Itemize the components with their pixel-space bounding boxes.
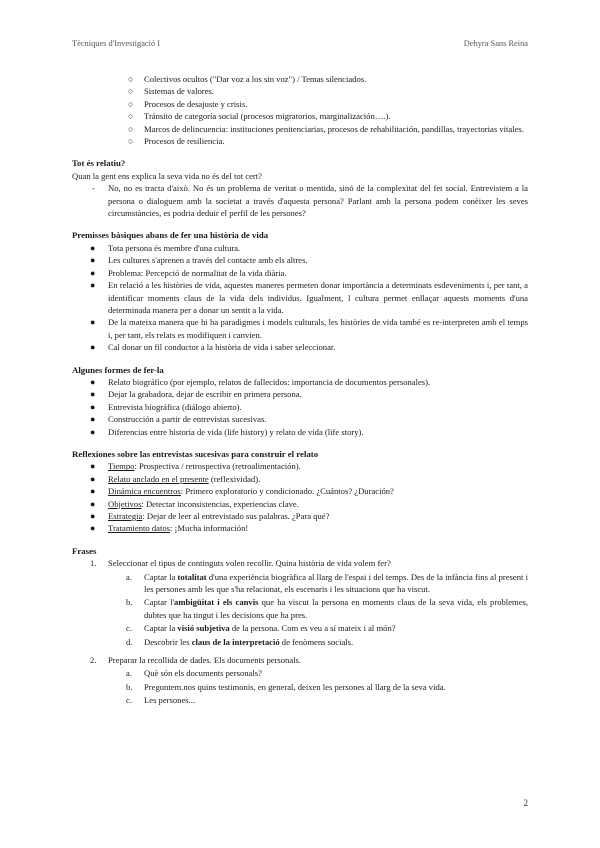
list-letter: d. (126, 636, 133, 647)
list-item: 2. Preparar la recollida de dades. Els documents personals. (90, 655, 302, 666)
bullet-icon: ● (90, 498, 96, 509)
intro-topic-list (72, 73, 528, 147)
bullet-icon: ● (90, 401, 96, 412)
circle-bullet-icon: ○ (128, 136, 134, 147)
list-item: ● Les cultures s'aprenen a través del contacte amb els altres. (90, 255, 308, 266)
page-content (72, 73, 528, 707)
list-item: ○ Sistemas de valores. (128, 86, 214, 97)
list-number: 2. (90, 655, 97, 666)
bullet-icon: ● (90, 473, 96, 484)
list-number: 1. (90, 558, 97, 569)
list-item: 1. Seleccionar el tipus de continguts volen recollir. Quina història de vida volem fer? (90, 558, 391, 569)
bullet-icon: ● (90, 342, 96, 353)
list-item: ○ Procesos de desajuste y crisis. (128, 98, 248, 109)
header-course-title: Tècniques d'Investigació I (72, 39, 161, 48)
bullet-icon: ● (90, 511, 96, 521)
bullet-icon: ● (90, 523, 96, 534)
dash-bullet-icon: - (92, 183, 95, 194)
list-item: c. Captar la visió subjetiva de la persona. Com es veu a sí mateix i al món? (126, 623, 396, 634)
list-item: ● Entrevista biográfica (diálogo abierto). (90, 401, 242, 412)
bullet-icon: ● (90, 317, 96, 328)
page-header (72, 38, 528, 50)
list-item: - No, no es tracta d'això. No és un problema de veritat o mentida, sinó de la complexitat del fet social. Entrevistem a la persona o dialoguem amb la societat a través d'aquesta persona? Parlant amb la persona podem conèixer les seves circumstàncies, es podria deduir el perfil de les persones? (92, 183, 528, 219)
list-letter: b. (126, 597, 133, 608)
list-letter: b. (126, 681, 133, 692)
list-item: ● Dinámica encuentros: Primero exploratorio y condicionado. ¿Cuántos? ¿Duración? (90, 486, 394, 497)
section-question: Quan la gent ens explica la seva vida no és del tot cert? (72, 170, 262, 181)
list-letter: a. (126, 571, 132, 582)
list-item: ○ Tránsito de categoría social (procesos migratorios, marginalización….). (128, 111, 391, 122)
list-item: ● Diferencias entre historia de vida (life history) y relato de vida (life story). (90, 426, 364, 437)
section-heading-relative: Tot és relatiu? (72, 158, 126, 169)
list-item: a. Què són els documents personals? (126, 668, 262, 679)
reflections-list (72, 460, 528, 534)
circle-bullet-icon: ○ (128, 98, 134, 109)
list-item: ● Estrategia: Dejar de leer al entrevistado sus palabras. ¿Para qué? (90, 511, 330, 521)
list-item: ○ Marcos de delincuencia: instituciones penitenciarias, procesos de rehabilitación, pandillas, trayectorias vitales. (128, 123, 524, 134)
list-item: ● Construcción a partir de entrevistas sucesivas. (90, 414, 267, 425)
section-heading-phrases: Frases (72, 545, 97, 556)
list-item: ● Tiempo: Prospectiva / retrospectiva (retroalimentación). (90, 461, 301, 472)
section-heading-reflections: Reflexiones sobre las entrevistas sucesivas para construir el relato (72, 448, 319, 459)
list-letter: a. (126, 668, 132, 679)
list-item: ● Relato biográfico (por ejemplo, relatos de fallecidos: importancia de documentos personales). (90, 376, 431, 387)
list-item: b. Preguntem.nos quins testimonis, en general, deixen les persones al llarg de la seva vida. (126, 681, 446, 692)
circle-bullet-icon: ○ (128, 86, 134, 97)
phrases-sublist-2 (72, 667, 528, 706)
bullet-icon: ● (90, 267, 96, 278)
section-heading-premises: Premisses bàsiques abans de fer una història de vida (72, 230, 269, 241)
list-item: ● Dejar la grabadora, dejar de escribir en primera persona. (90, 389, 302, 400)
list-item: b. Captar l'ambigüitat i els canvis que ha viscut la persona en moments claus de la seva vida, els problemes, dubtes que ha tingut i les decisions que ha pres. (126, 597, 529, 620)
bullet-icon: ● (90, 389, 96, 400)
bullet-icon: ● (90, 486, 96, 497)
circle-bullet-icon: ○ (128, 111, 134, 122)
forms-list (72, 376, 528, 438)
list-item: ● En relació a les històries de vida, aquestes maneres permeten donar importància a determinats esdeveniments i, per tant, a identificar moments claus de la vida dels individus. Igualment, l cultura permet enllaçar aquests moments d'una determinada manera per a donar un sentit a la vida. (90, 280, 528, 315)
list-item: ● Problema: Percepció de normalitat de la vida diària. (90, 267, 287, 278)
list-item: ● Relato anclado en el presente (reflexividad). (90, 473, 261, 484)
premises-list (72, 242, 528, 354)
bullet-icon: ● (90, 376, 96, 387)
answer-list (72, 182, 528, 219)
phrases-list-2 (72, 654, 528, 666)
circle-bullet-icon: ○ (128, 74, 134, 84)
phrases-sublist-1 (72, 571, 528, 648)
list-item: ● Objetivos: Detectar inconsistencias, experiencias clave. (90, 498, 299, 509)
list-item: ○ Procesos de resiliencia. (128, 136, 225, 147)
list-item: ● Cal donar un fil conductor a la història de vida i saber seleccionar. (90, 342, 336, 353)
list-item: ● De la mateixa manera que hi ha paradigmes i models culturals, les històries de vida també es re-interpreten amb el temps i, per tant, els relats es modifiquen i canvien. (90, 317, 528, 340)
phrases-list (72, 557, 528, 569)
bullet-icon: ● (90, 426, 96, 437)
list-item: ● Tota persona és membre d'una cultura. (90, 242, 241, 253)
header-author: Dehyra Sans Reina (463, 39, 528, 48)
list-item: ● Tratamiento datos: ¡Mucha información! (90, 523, 249, 534)
list-item: a. Captar la totalitat d'una experiència biogràfica al llarg de l'espai i del temps. Des de la infància fins al present i les persones amb les que s'ha relacionat, els escenaris i les situacions que ha viscut. (126, 571, 528, 595)
bullet-icon: ● (90, 255, 96, 266)
bullet-icon: ● (90, 414, 96, 425)
list-letter: c. (126, 623, 132, 634)
section-heading-forms: Algunes formes de fer-la (72, 364, 164, 375)
bullet-icon: ● (90, 280, 96, 291)
list-item: ○ Colectivos ocultos ("Dar voz a los sin voz") / Temas silenciados. (128, 74, 367, 84)
circle-bullet-icon: ○ (128, 123, 134, 134)
list-item: c. Les persones... (126, 695, 196, 706)
page-number: 2 (523, 798, 528, 808)
bullet-icon: ● (90, 242, 96, 253)
list-item: d. Descobrir les claus de la interpretació de fenòmens socials. (126, 636, 354, 647)
bullet-icon: ● (90, 461, 96, 472)
list-letter: c. (126, 695, 132, 706)
